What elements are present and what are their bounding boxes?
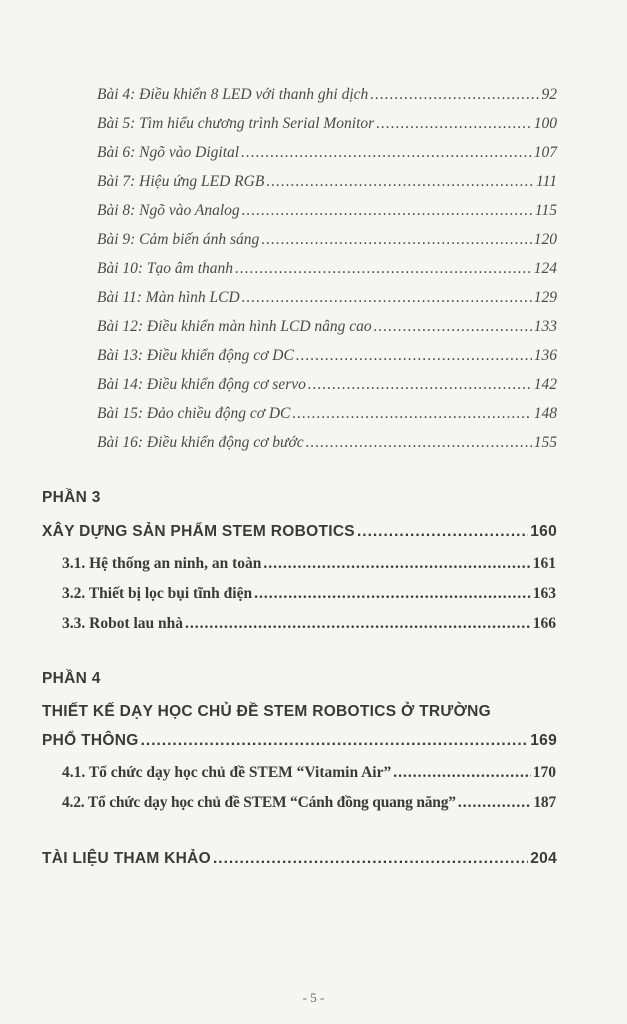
toc-entry-label: XÂY DỰNG SẢN PHẨM STEM ROBOTICS bbox=[42, 523, 355, 540]
toc-entry-page: 204 bbox=[530, 850, 557, 867]
leader-dots bbox=[242, 202, 533, 220]
toc-entry-section-3-1 bbox=[62, 555, 556, 573]
leader-dots bbox=[308, 376, 532, 394]
toc-entry-page: 115 bbox=[534, 202, 557, 219]
toc-entry-label: 3.3. Robot lau nhà bbox=[62, 615, 184, 632]
toc-entry-lesson-6 bbox=[97, 144, 557, 162]
leader-dots bbox=[261, 231, 531, 249]
toc-entry-label: Bài 14: Điều khiển động cơ servo bbox=[97, 376, 306, 393]
toc-entry-page: 92 bbox=[541, 86, 557, 103]
toc-entry-lesson-5 bbox=[97, 115, 557, 133]
leader-dots bbox=[357, 523, 528, 541]
leader-dots bbox=[296, 347, 532, 365]
toc-entry-lesson-8 bbox=[97, 202, 557, 220]
page-number: - 5 - bbox=[302, 990, 325, 1005]
toc-entry-page: 166 bbox=[532, 615, 556, 632]
leader-dots bbox=[458, 794, 532, 812]
toc-entry-label: Bài 10: Tạo âm thanh bbox=[97, 260, 234, 277]
toc-entry-label: PHỔ THÔNG bbox=[42, 732, 139, 749]
leader-dots bbox=[242, 289, 532, 307]
toc-entry-page: 100 bbox=[533, 115, 557, 132]
toc-entry-section-4-2 bbox=[62, 794, 556, 812]
toc-entry-lesson-14 bbox=[97, 376, 557, 394]
leader-dots bbox=[292, 405, 531, 423]
toc-entry-lesson-16 bbox=[97, 434, 557, 452]
toc-entry-label: Bài 6: Ngõ vào Digital bbox=[97, 144, 240, 161]
toc-entry-label: 4.1. Tổ chức dạy học chủ đề STEM “Vitamin Air” bbox=[62, 764, 392, 781]
leader-dots bbox=[306, 434, 532, 452]
toc-entry-label: Bài 9: Cảm biến ánh sáng bbox=[97, 231, 260, 248]
toc-entry-label: Bài 15: Đảo chiều động cơ DC bbox=[97, 405, 291, 422]
toc-entry-section-3-2 bbox=[62, 585, 556, 603]
toc-entry-page: 124 bbox=[533, 260, 557, 277]
toc-entry-lesson-13 bbox=[97, 347, 557, 365]
leader-dots bbox=[376, 115, 532, 133]
toc-entry-label: 4.2. Tổ chức dạy học chủ đề STEM “Cánh đồng quang năng” bbox=[62, 794, 456, 811]
toc-entry-label: Bài 8: Ngõ vào Analog bbox=[97, 202, 240, 219]
toc-entry-page: 170 bbox=[532, 764, 556, 781]
part-4-title-line-1: THIẾT KẾ DẠY HỌC CHỦ ĐỀ STEM ROBOTICS Ở TRƯỜNG bbox=[42, 703, 491, 720]
toc-entry-lesson-4 bbox=[97, 86, 557, 104]
toc-entry-lesson-10 bbox=[97, 260, 557, 278]
toc-entry-lesson-7 bbox=[97, 173, 557, 191]
leader-dots bbox=[393, 764, 531, 782]
toc-entry-page: 133 bbox=[533, 318, 557, 335]
toc-entry-label: 3.1. Hệ thống an ninh, an toàn bbox=[62, 555, 262, 572]
toc-entry-page: 187 bbox=[533, 794, 556, 811]
leader-dots bbox=[374, 318, 532, 336]
toc-entry-lesson-11 bbox=[97, 289, 557, 307]
toc-entry-lesson-15 bbox=[97, 405, 557, 423]
toc-entry-label: Bài 12: Điều khiển màn hình LCD nâng cao bbox=[97, 318, 372, 335]
toc-entry-part-3 bbox=[42, 523, 557, 541]
leader-dots bbox=[235, 260, 532, 278]
toc-entry-page: 148 bbox=[533, 405, 557, 422]
toc-entry-page: 136 bbox=[533, 347, 557, 364]
toc-entry-page: 111 bbox=[536, 173, 557, 190]
toc-entry-page: 107 bbox=[533, 144, 557, 161]
toc-entry-label: Bài 16: Điều khiển động cơ bước bbox=[97, 434, 304, 451]
toc-entry-page: 120 bbox=[533, 231, 557, 248]
leader-dots bbox=[263, 555, 530, 573]
toc-entry-page: 161 bbox=[532, 555, 556, 572]
toc-entry-label: TÀI LIỆU THAM KHẢO bbox=[42, 850, 211, 867]
leader-dots bbox=[185, 615, 531, 633]
leader-dots bbox=[241, 144, 532, 162]
toc-entry-label: Bài 11: Màn hình LCD bbox=[97, 289, 240, 306]
toc-entry-lesson-9 bbox=[97, 231, 557, 249]
leader-dots bbox=[254, 585, 531, 603]
toc-entry-page: 169 bbox=[530, 732, 557, 749]
toc-entry-page: 160 bbox=[530, 523, 557, 540]
toc-entry-label: Bài 7: Hiệu ứng LED RGB bbox=[97, 173, 265, 190]
toc-entry-page: 155 bbox=[533, 434, 557, 451]
part-4-label: PHẦN 4 bbox=[42, 670, 101, 687]
toc-entry-section-4-1 bbox=[62, 764, 556, 782]
toc-entry-label: Bài 4: Điều khiển 8 LED với thanh ghi dịch bbox=[97, 86, 369, 103]
toc-entry-label: Bài 13: Điều khiển động cơ DC bbox=[97, 347, 294, 364]
part-3-label: PHẦN 3 bbox=[42, 489, 101, 506]
leader-dots bbox=[141, 732, 529, 750]
leader-dots bbox=[266, 173, 534, 191]
toc-entry-lesson-12 bbox=[97, 318, 557, 336]
toc-entry-label: Bài 5: Tìm hiểu chương trình Serial Monitor bbox=[97, 115, 375, 132]
leader-dots bbox=[370, 86, 539, 104]
toc-entry-page: 142 bbox=[533, 376, 557, 393]
toc-entry-references bbox=[42, 850, 557, 868]
toc-entry-page: 129 bbox=[533, 289, 557, 306]
toc-entry-part-4 bbox=[42, 732, 557, 750]
toc-entry-page: 163 bbox=[532, 585, 556, 602]
leader-dots bbox=[213, 850, 528, 868]
toc-entry-label: 3.2. Thiết bị lọc bụi tĩnh điện bbox=[62, 585, 253, 602]
toc-entry-section-3-3 bbox=[62, 615, 556, 633]
